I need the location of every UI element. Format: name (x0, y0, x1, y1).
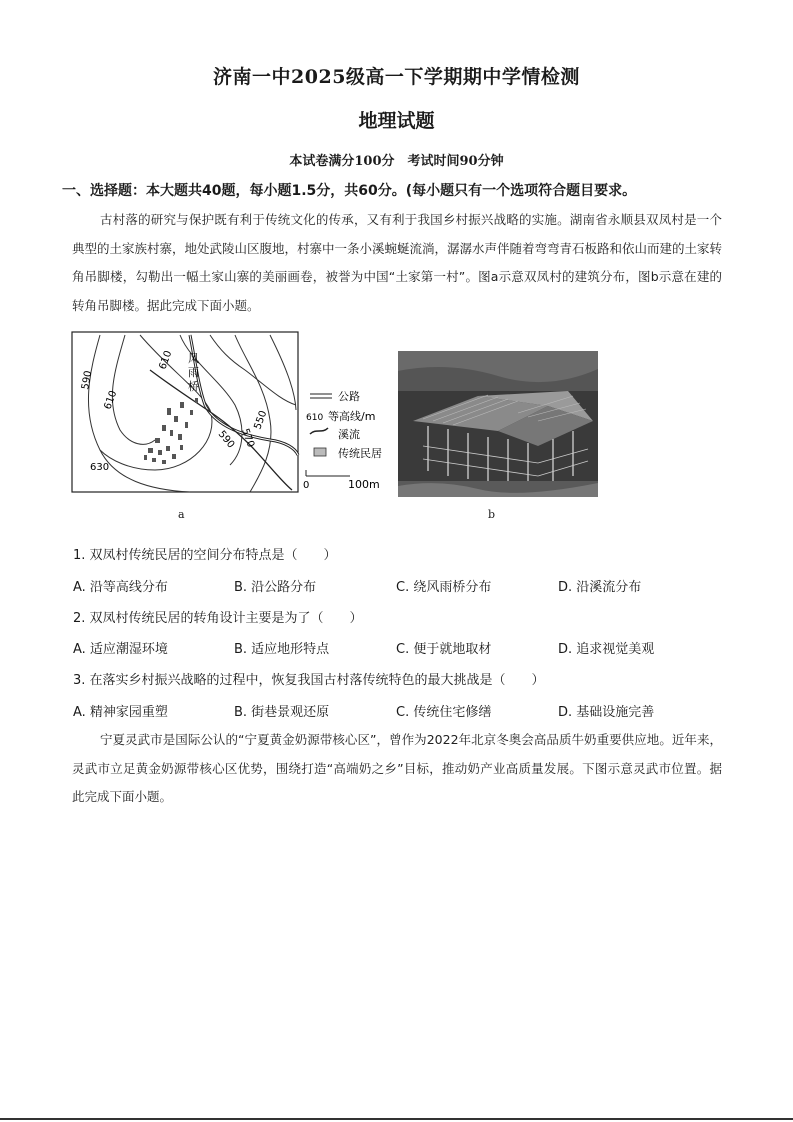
question-3: 3. 在落实乡村振兴战略的过程中，恢复我国古村落传统特色的最大挑战是（ ） (73, 673, 545, 688)
bridge-label-2: 雨 (188, 366, 199, 379)
exam-title: 济南一中2025级高一下学期期中学情检测 (213, 66, 580, 88)
figure-a-map (70, 330, 400, 500)
contour-label: 590 (80, 369, 95, 391)
svg-text:100m: 100m (348, 478, 380, 491)
figure-b-caption: b (488, 508, 496, 521)
legend-road: 公路 (338, 390, 360, 403)
passage-2: 宁夏灵武市是国际公认的“宁夏黄金奶源带核心区”，曾作为2022年北京冬奥会高品质牛奶重要供应地。近年来，灵武市立足黄金奶源带核心区优势，围绕打造“高端奶之乡”目标，推动奶产业高质量发展。下图示意灵武市位置。据此完成下面小题。 (72, 732, 722, 804)
legend-contour: 等高线/m (328, 410, 376, 423)
contour-label: 590 (215, 428, 237, 451)
bridge-label-1: 风 (188, 352, 199, 365)
exam-info: 本试卷满分100分 考试时间90分钟 (289, 154, 504, 169)
map-legend (306, 390, 382, 460)
contour-label: 630 (90, 462, 110, 473)
q1-option-a[interactable]: A. 沿等高线分布 (73, 580, 168, 595)
q1-option-d[interactable]: D. 沿溪流分布 (558, 580, 642, 595)
section-heading: 一、选择题：本大题共40题，每小题1.5分，共60分。(每小题只有一个选项符合题目要求。 (62, 183, 637, 199)
q2-option-d[interactable]: D. 追求视觉美观 (558, 642, 655, 657)
bridge-label-3: 桥 (188, 380, 199, 393)
contour-label: 610 (102, 389, 120, 412)
question-2: 2. 双凤村传统民居的转角设计主要是为了（ ） (73, 611, 363, 626)
legend-houses: 传统民居 (338, 447, 382, 460)
legend-stream: 溪流 (338, 428, 360, 441)
passage-1: 古村落的研究与保护既有利于传统文化的传承，又有利于我国乡村振兴战略的实施。湖南省永顺县双凤村是一个典型的土家族村寨，地处武陵山区腹地，村寨中一条小溪蜿蜒流淌，潺潺水声伴随着弯弯青石板路和依山而建的土家转角吊脚楼，勾勒出一幅土家山寨的美丽画卷，被誉为中国“土家第一村”。图a示意双凤村的建筑分布，图b示意在建的转角吊脚楼。据此完成下面小题。 (72, 212, 723, 313)
q2-option-b[interactable]: B. 适应地形特点 (234, 642, 330, 657)
q3-option-b[interactable]: B. 街巷景观还原 (234, 705, 330, 720)
figure-a-caption: a (178, 508, 185, 521)
q3-option-d[interactable]: D. 基础设施完善 (558, 705, 655, 720)
contour-label: 550 (252, 409, 270, 432)
q2-option-a[interactable]: A. 适应潮湿环境 (73, 642, 168, 657)
question-1: 1. 双凤村传统民居的空间分布特点是（ ） (73, 548, 337, 563)
figure-b-photo (398, 351, 598, 497)
contour-label: 610 (157, 349, 175, 372)
legend-contour-sample: 610 (306, 413, 324, 423)
scale-bar (303, 470, 380, 491)
svg-text:0: 0 (303, 480, 310, 491)
q1-option-b[interactable]: B. 沿公路分布 (234, 580, 317, 595)
page-bottom-border (0, 1118, 793, 1120)
q2-option-c[interactable]: C. 便于就地取材 (396, 642, 492, 657)
q3-option-c[interactable]: C. 传统住宅修缮 (396, 705, 492, 720)
subject-title: 地理试题 (358, 110, 435, 132)
contour-label: 570 (239, 427, 257, 449)
q1-option-c[interactable]: C. 绕风雨桥分布 (396, 580, 492, 595)
q3-option-a[interactable]: A. 精神家园重塑 (73, 705, 168, 720)
